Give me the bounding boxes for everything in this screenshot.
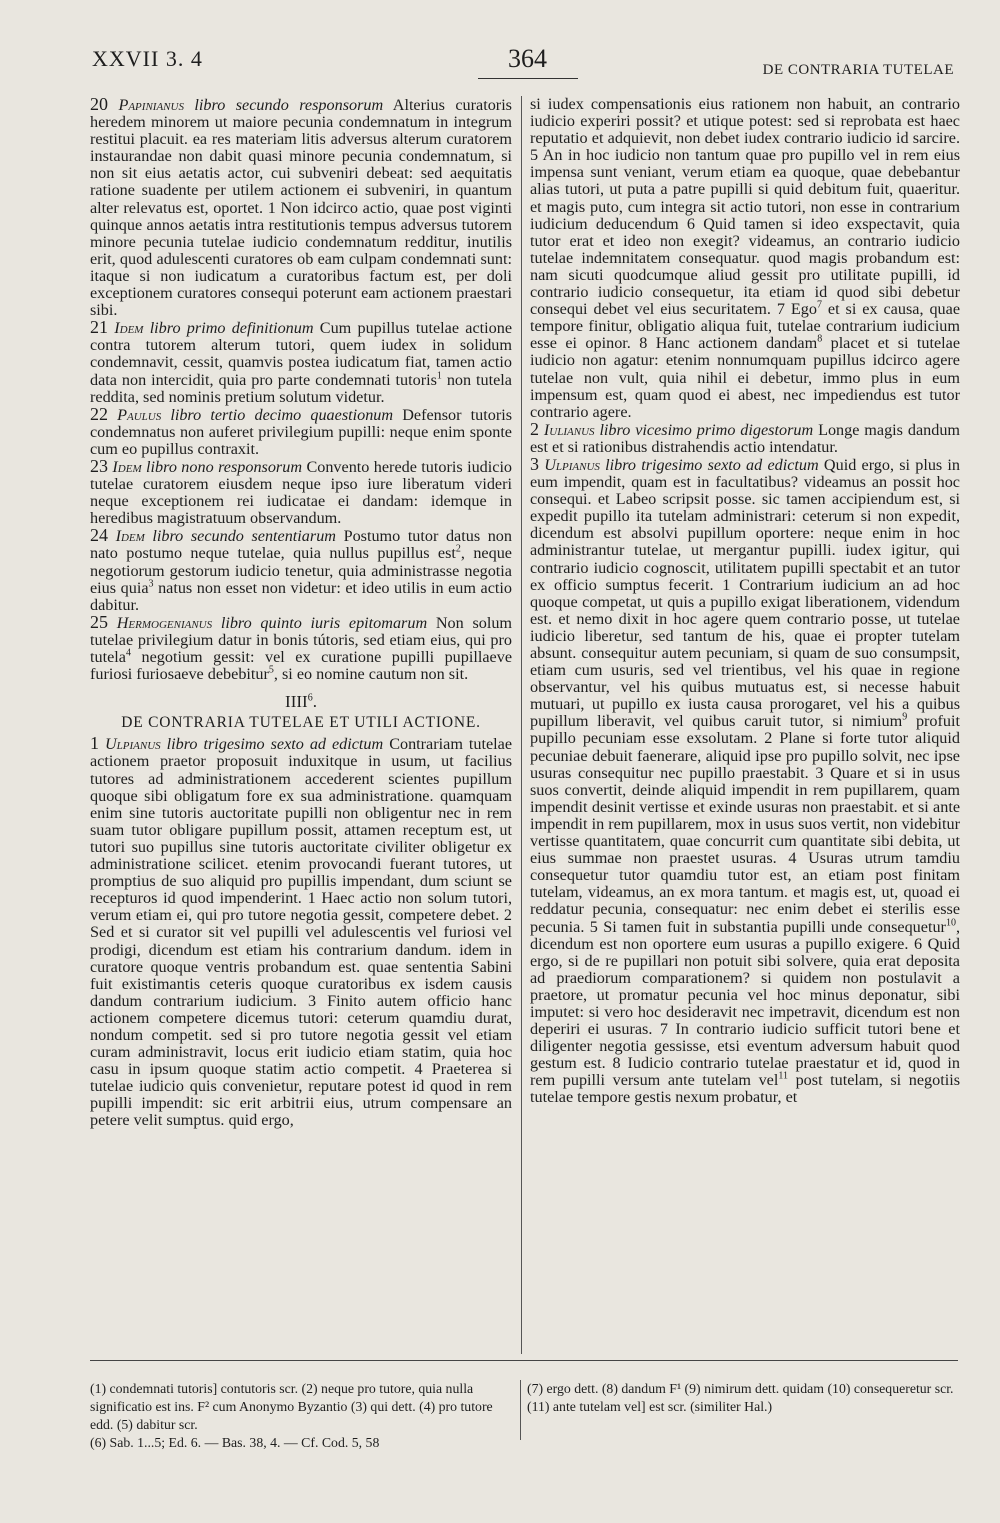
fragment-author: Ulpianus [544,455,600,474]
fragment-author: Idem [114,319,144,338]
fragment-text: Alterius curatoris heredem minorem ut maiore pecunia condemnatum in integrum restitui placuit. ea res materiam litis adversus alterum curatorem instaurandae non dabit quasi minore pecunia condemnatum, si non sit eius aetatis actor, cui subveniri debeat: sed aequitatis ratione suadente per utilem actionem ei subveniri, in quantum alter relevatus est, oportet. 1 Non idcirco actio, quae post viginti quinque annos aetatis intra restitutionis tempus adversus tutorem minore pecunia tutelae iudicio condemnatum redditur, inutilis erit, quod adulescenti curatores ob eam culpam condemnati sunt: itaque si non iudicatum a curatoribus factum est, per doli exceptionem curatores consequi poterunt eam actionem praestari sibi. [90,96,512,320]
fragment-21 [90,319,512,405]
fragment-number: 23 [90,455,108,476]
fragment-work: libro quinto iuris epitomarum [220,613,428,632]
fragment-text: post tutelam, si negotiis tutelae tempore gestis nexum probatur, et [530,1071,960,1107]
fragment-text: si iudex compensationis eius rationem non habuit, an contrario iudicio experiri possit? et utique potest: sed si reprobata est haec reputatio et adquievit, non debet iudex contrario iudicio id sarcire. 5 An in hoc iudicio non tantum quae pro pupillo vel in rem eius impensa sunt veniant, verum etiam ea quoque, quae debebantur alias tutori, ut puta a patre pupilli si quid debitum fuit, quaeritur. et magis puto, cum integra sit actio tutori, non esse in contrarium iudicium deducendum 6 Quid tamen si ideo exspectavit, quia tutor erat et ideo non exegit? videamus, an contrario iudicio tutelae indemnitatem consequatur. quod magis probandum est: nam sicuti quodcumque aliud gessit pro utilitate pupilli, id contrario iudicio consequetur, ita etiam id quod sibi debetur consequi debet vel eius securitatem. 7 Ego [530,95,960,319]
fragment-text: Postumo tutor datus non nato postumo neque tutelae, quia nullus pupillus est [90,527,512,563]
fragment-text: natus non esset non videtur: et ideo utilis in eum actio dabitur. [90,578,512,614]
footnote-marker: 1 [436,370,442,382]
fragment-number: 24 [90,525,108,546]
fragment-number: 22 [90,403,108,424]
fragment-text: et si ex causa, quae tempore finitur, obligatio aliqua fuit, tutelae contrarium iudicium esse ei opinor. 8 Hanc actionem dandam [530,300,960,353]
fragment-work: libro tertio decimo quaestionum [170,405,394,424]
fragment-work: libro trigesimo sexto ad edictum [166,735,384,754]
fragment-author: Iulianus [543,420,595,439]
fragment-work: libro secundo responsorum [194,96,384,114]
section-number: IIII$^6$. [285,692,317,712]
footnote-marker: 2 [455,544,461,556]
fragment-text: Defensor tutoris condemnatus non auferet privilegium pupilli: neque enim sponte cum eo pupillus contraxit. [90,405,513,458]
fragment-number: 3 [530,453,539,474]
footnotes-right [520,1380,967,1440]
fragment-work: libro nono responsorum [146,457,303,476]
fragment-number: 25 [90,611,108,632]
fragment-text: Longe magis dandum est et si rationibus distrahendis actio intendatur. [530,420,961,456]
fragment-text: profuit pupillo pecuniam esse exsolutam. 2 Plane si forte tutor aliquid pecuniae debuit faenerare, aliquid ipse pro pupillo solvit, nec ipse usuras consequitur nec pupillo praestabit. 3 Quare et si in usus suos convertit, deinde aliquid impendit in rem pupillarem, quam impendit desinit vertisse et exinde usuras non praestabit. et si ante impendit in rem pupillarem, mox in usus suos vertit, non videbitur vertisse quantitatem, quae concurrit cum quantitate sibi debita, ut eius summae non praestet usuras. 4 Usuras utrum tamdiu consequetur tutor quamdiu tutor est, an etiam post finitam tutelam, videamus, an ex mora tantum. et magis est, ut, quoad ei reddatur pecunia, consequatur: nec enim debet ei sterilis esse pecunia. 5 Si tamen fuit in substantia pupilli unde consequetur [530,712,961,936]
fragment-author: Hermogenianus [116,613,213,632]
column-divider [521,96,522,1354]
fragment-text: placet et si tutelae iudicio non agatur: etenim nonnumquam pupillus idcirco agere tutelae non vult, quia nihil ei debetur, immo plus in eum impensum est, quam quod ei abest, nec impediendus est tutor contrario agere. [530,334,961,421]
page-number: 364 [508,44,547,73]
footnote-marker: 4 [125,647,131,659]
fragment-25 [90,611,513,684]
footnote-line: (1) condemnati tutoris] contutoris scr. (2) neque pro tutore, quia nulla significatio est ins. F² cum Anonymo Byzantio (3) qui dett. (4) pro tutore edd. (5) dabitur scr. [90,1381,493,1432]
fragment-number: 20 [90,94,108,114]
fragment-work: libro trigesimo sexto ad edictum [605,455,819,474]
footnotes-rule [90,1360,958,1361]
fragment-text: Convento herede tutoris iudicio tutelae curatorem eiusdem neque ipso iure liberatum videri neque exceptionem rei iudicatae ei dandam: idemque in heredibus magistratuum observandum. [90,457,513,528]
footnote-marker: 11 [778,1070,788,1082]
fragment-1-continued [530,96,960,421]
header-rule [478,78,578,79]
running-header [0,44,1000,84]
fragment-20 [90,96,512,319]
footnotes-left [90,1380,500,1452]
fragment-text: Cum pupillus tutelae actione contra tutorem alterum tutori, quem iudex in solidum condemnavit, cessit, quamvis postea iudicatum fiat, tamen actio data non intercidit, quia pro parte condemnati tutoris [90,319,513,389]
header-title: DE CONTRARIA TUTELAE [762,62,954,78]
fragment-text: Non solum tutelae privilegium datur in bonis tútoris, sed etiam eius, qui pro tutela [90,613,513,666]
fragment-author: Papinianus [118,96,184,114]
fragment-text: non tutela reddita, sed nominis pretium solutum videtur. [90,370,512,406]
left-column [90,96,512,1130]
fragment-text: Quid ergo, si plus in eum impendit, quam est in facultatibus? videamus an possit hoc consequi. et Labeo scripsit posse. sic tamen accipiendum est, si expedit pupillo ita tutelam administrari: ceterum si non expedit, dicendum est absolvi pupillum oportere: neque enim in hoc administrantur tutelae, ut mergantur pupilli. iudex igitur, qui contrario iudicio cognoscit, utilitatem pupilli spectabit et an tutor ex officio sumptus fecerit. 1 Contrarium iudicium an ad hoc quoque competat, ut quis a pupillo exigat liberationem, videndum est. et nemo dixit in hoc agere quem contrario posse, ut tutelae iudicio liberetur, sed tantum de his, quae ei propter tutelam absunt. consequitur autem pecuniam, si quam de suo consumpsit, etiam cum usuris, sed vel trientibus, vel his quae in regione observantur, vel his quibus mutuatus est, si necesse habuit mutuari, ut pupillo ex iusta causa prorogaret, vel his a quibus pupillum liberavit, vel quibus caruit tutor, si nimium [530,455,961,731]
fragment-24 [90,527,512,613]
fragment-text: , si eo nomine cautum non sit. [273,665,469,684]
footnote-marker: 9 [902,711,908,723]
fragment-3 [530,453,961,1107]
right-column [530,96,960,1107]
fragment-author: Ulpianus [104,735,161,754]
fragment-1 [90,735,512,1129]
fragment-23 [90,455,513,528]
fragment-text: , dicendum est non oportere eum usuras a pupillo exigere. 6 Quid ergo, si de re pupillari non potuit sibi solvere, quia erat deposita ad praediorum comparationem? si quidem non postulavit a praetore, ut promatur pecunia vel hoc minus deponatur, sibi imputet: si vero hoc desideravit nec impetravit, dicendum est non deperiri ei usuras. 7 In contrario iudicio sufficit tutori bene et diligenter negotia gessisse, etsi eventum adversum habuit quod gestum est. 8 Iudicio contrario tutelae praestatur et id, quod in rem pupilli versum ante tutelam vel [530,917,960,1090]
fragment-text: negotium gessit: vel ex curatione pupilli pupillaeve furiosi furiosaeve debebitur [90,648,513,684]
fragment-author: Idem [112,457,142,476]
footnote-marker: 7 [816,299,822,311]
footnote-line: (7) ergo dett. (8) dandum F¹ (9) nimirum dett. quidam (10) consequeretur scr. (11) ante tutelam vel] est scr. (similiter Hal.) [527,1381,954,1414]
footnote-marker: 6 [307,692,313,704]
fragment-work: libro vicesimo primo digestorum [599,420,814,439]
footnote-marker: 3 [148,578,154,590]
fragment-author: Idem [115,527,145,546]
section-numeral: IIII [285,692,308,712]
footnote-marker: 5 [268,664,274,676]
fragment-number: 2 [530,418,539,439]
fragment-work: libro primo definitionum [149,319,314,338]
fragment-22 [90,403,513,458]
footnote-marker: 10 [945,917,956,929]
fragment-number: 1 [90,733,99,754]
fragment-work: libro secundo sententiarum [152,527,336,546]
footnote-marker: 8 [817,333,823,345]
fragment-text: Contrariam tutelae actionem praetor proposuit induxitque in usum, ut facilius tutores ad administrationem accederent scientes pupillum quoque sibi obligatum fore ex sua administratione. quamquam enim sine tutoris auctoritate pupilli non obligentur nec in rem suam tutor obligare pupillum possit, attamen receptum est, ut tutori suo pupillus sine tutoris auctoritate civiliter obligetur ex administratione scilicet. etenim provocandi fuerant tutores, ut promptius de suo aliquid pro pupillis impendant, dum sciunt se recepturos id quod impenderint. 1 Haec actio non solum tutori, verum etiam ei, qui pro tutore negotia gessit, competere debet. 2 Sed et si curator sit vel pupilli vel adulescentis vel furiosi vel prodigi, dicendum est etiam his contrarium dandum. idem in curatore quoque ventris probandum est. quae sententia Sabini fuit existimantis ceteris quoque curatoribus ex isdem causis dandum contrarium iudicium. 3 Finito autem officio hanc actionem competere dicemus tutori: ceterum quamdiu durat, nondum competit. sed si pro tutore negotia gessit vel etiam curam administravit, locus erit iudicio etiam statim, quia hoc casu in ipsum quoque statim actio competit. 4 Praeterea si tutelae iudicio quis convenietur, reputare potest id quod in rem pupilli impendit: sic erit arbitrii eius, utrum compensare an petere velit sumptus. quid ergo, [90,735,513,1130]
footnote-line: (6) Sab. 1...5; Ed. 6. — Bas. 38, 4. — Cf. Cod. 5, 58 [90,1435,380,1450]
fragment-author: Paulus [117,405,162,424]
fragment-number: 21 [90,317,108,338]
section-title: DE CONTRARIA TUTELAE ET UTILI ACTIONE. [121,714,481,732]
fragment-2 [530,418,961,456]
header-reference: XXVII 3. 4 [92,46,203,71]
fragment-text: , neque negotiorum gestorum iudicio tenetur, quia administrasse negotia eius quia [90,544,512,597]
